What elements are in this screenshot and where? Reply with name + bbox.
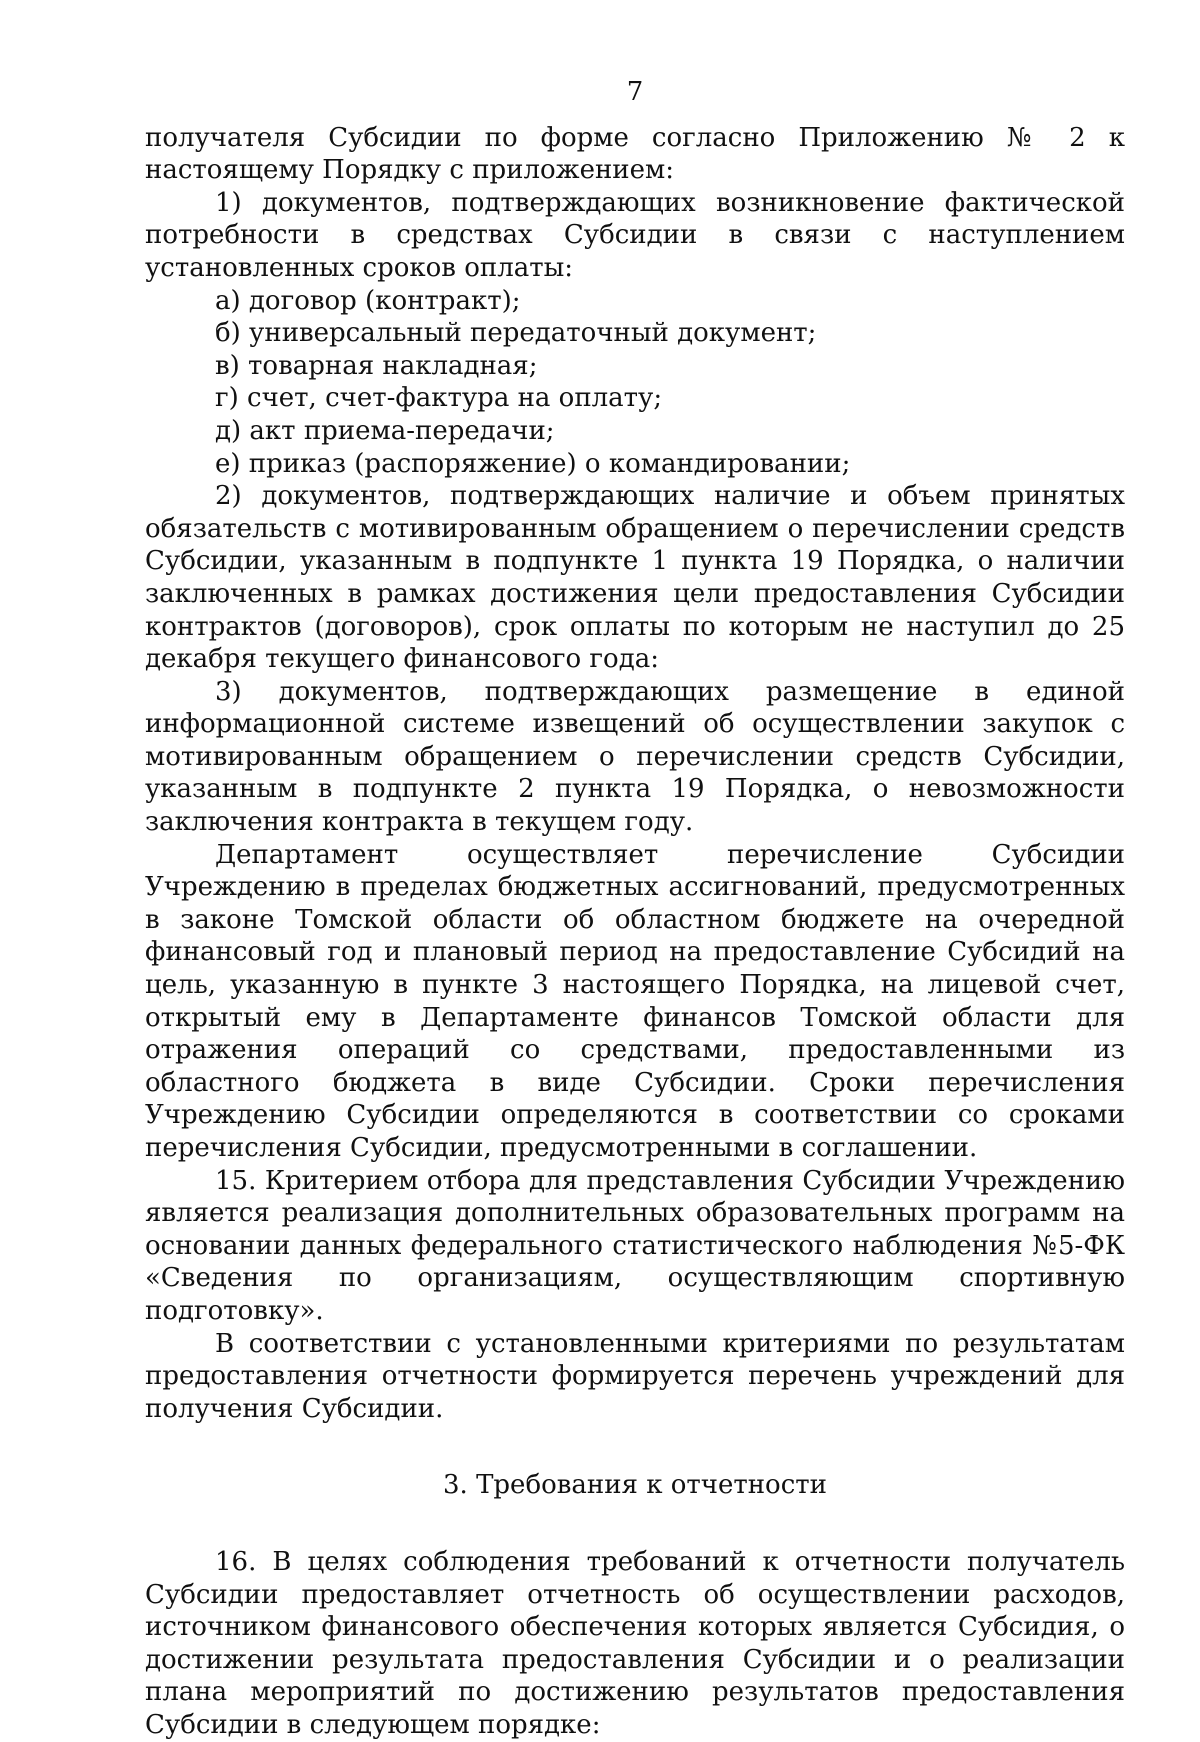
list-item: г) счет, счет-фактура на оплату; — [215, 383, 663, 414]
paragraph-clause-16: 16. В целях соблюдения требований к отчетности получатель Субсидии предоставляет отчетность об осуществлении расходов, источником финансового обеспечения которых является Субсидия, о достижении результата предоставления Субсидии и о реализации плана мероприятий по достижению результатов предоставления Субсидии в следующем порядке: — [145, 1546, 1125, 1740]
paragraph-clause-15: 15. Критерием отбора для представления Субсидии Учреждению является реализация дополнительных образовательных программ на основании данных федерального статистического наблюдения №5-ФК «Сведения по организациям, осуществляющим спортивную подготовку». — [145, 1165, 1125, 1326]
paragraph-criteria: В соответствии с установленными критериями по результатам предоставления отчетности формируется перечень учреждений для получения Субсидии. — [145, 1328, 1125, 1424]
list-item: а) договор (контракт); — [215, 285, 521, 316]
paragraph-item-3: 3) документов, подтверждающих размещение в единой информационной системе извещений об осуществлении закупок с мотивированным обращением о перечислении средств Субсидии, указанным в подпункте 2 пункта 19 Порядка, о невозможности заключения контракта в текущем году. — [145, 676, 1125, 838]
paragraph-item-1: 1) документов, подтверждающих возникновение фактической потребности в средствах Субсидии в связи с наступлением установленных сроков оплаты: — [145, 187, 1125, 283]
document-page — [145, 76, 1125, 1742]
list-item: б) универсальный передаточный документ; — [215, 318, 817, 349]
list-item: е) приказ (распоряжение) о командировании; — [215, 448, 851, 479]
list-item: д) акт приема-передачи; — [215, 415, 555, 446]
paragraph-department-transfer: Департамент осуществляет перечисление Субсидии Учреждению в пределах бюджетных ассигнований, предусмотренных в законе Томской области об областном бюджете на очередной финансовый год и плановый период на предоставление Субсидий на цель, указанную в пункте 3 настоящего Порядка, на лицевой счет, открытый ему в Департаменте финансов Томской области для отражения операций со средствами, предоставленными из областного бюджета в виде Субсидии. Сроки перечисления Учреждению Субсидии определяются в соответствии со сроками перечисления Субсидии, предусмотренными в соглашении. — [145, 839, 1125, 1163]
paragraph-recipient-form: получателя Субсидии по форме согласно Приложению № 2 к настоящему Порядку с приложением: — [145, 122, 1125, 186]
paragraph-item-2: 2) документов, подтверждающих наличие и объем принятых обязательств с мотивированным обращением о перечислении средств Субсидии, указанным в подпункте 1 пункта 19 Порядка, о наличии заключенных в рамках достижения цели предоставления Субсидии контрактов (договоров), срок оплаты по которым не наступил до 25 декабря текущего финансового года: — [145, 481, 1125, 675]
list-item: в) товарная накладная; — [215, 350, 538, 381]
page-number: 7 — [626, 77, 644, 107]
section-heading: 3. Требования к отчетности — [443, 1470, 827, 1501]
